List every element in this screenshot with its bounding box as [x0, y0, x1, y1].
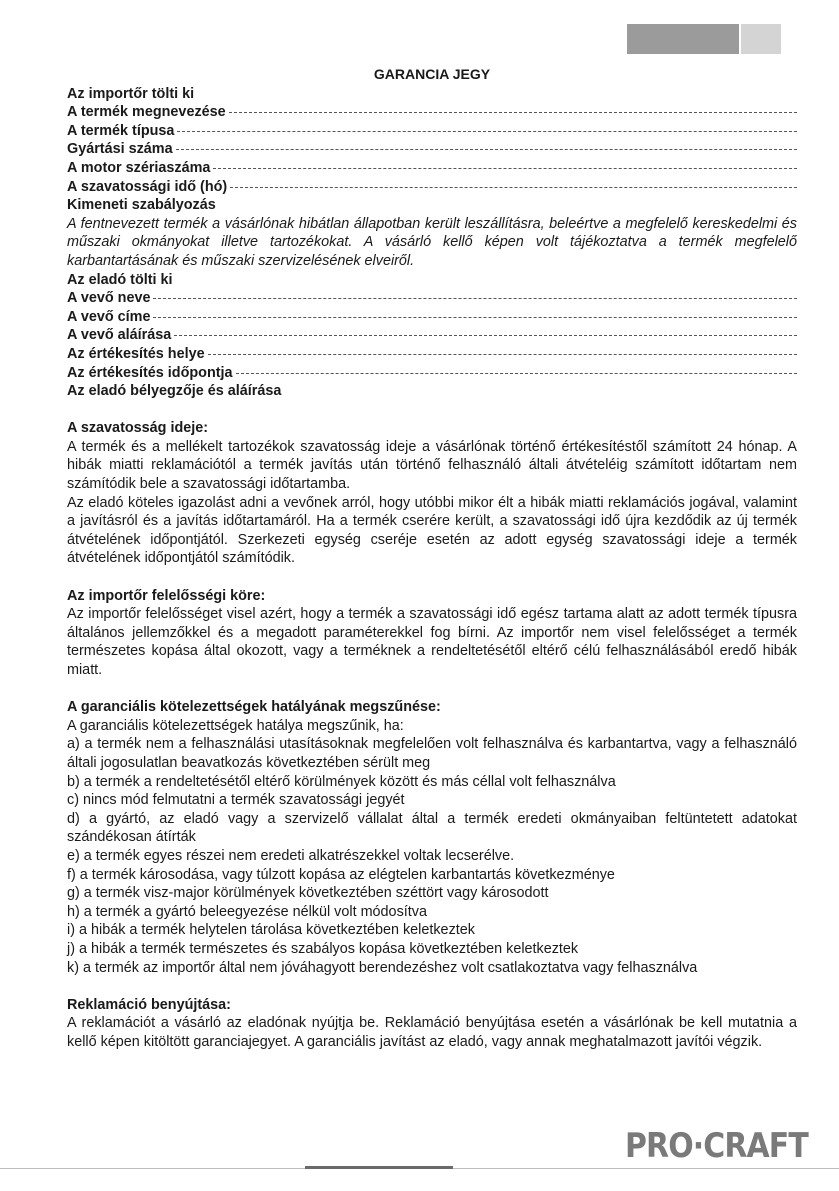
field-label: A vevő aláírása	[67, 327, 172, 344]
termination-item-k: k) a termék az importőr által nem jóváhagyott berendezéshez volt csatlakoztatva vagy felhasználva	[67, 959, 698, 976]
field-buyer-name[interactable]	[67, 289, 797, 308]
header-tab-dark	[627, 24, 739, 54]
field-motor-serial[interactable]	[67, 159, 797, 178]
importer-liability-heading: Az importőr felelősségi köre:	[67, 587, 266, 604]
fill-line	[174, 335, 797, 336]
output-standard-label: Kimeneti szabályozás	[67, 197, 216, 214]
termination-item-a: a) a termék nem a felhasználási utasításoknak megfelelően volt felhasználva és karbantartva, vagy a felhasználó általi jogosulatlan beavatkozás következtében sérült meg	[67, 736, 797, 771]
field-label: Gyártási száma	[67, 141, 173, 158]
fill-line	[153, 298, 797, 299]
termination-item-f: f) a termék károsodása, vagy túlzott kopása az elégtelen karbantartás következménye	[67, 866, 615, 883]
field-product-type[interactable]	[67, 122, 797, 141]
fill-line	[177, 131, 797, 132]
termination-item-c: c) nincs mód felmutatni a termék szavatossági jegyét	[67, 792, 405, 809]
field-label: A vevő címe	[67, 308, 151, 325]
field-warranty-months[interactable]	[67, 178, 797, 197]
delivery-statement: A fentnevezett termék a vásárlónak hibátlan állapotban került leszállításra, beleértve a megfelelő kereskedelmi és műszaki okmányokat illetve tartozékokat. A vásárló kellő képen volt tájékoztatva a termék megfelelő karbantartásának és műszaki szervizelésének elveiről.	[67, 215, 797, 269]
fill-line	[236, 373, 797, 374]
field-sale-date[interactable]	[67, 364, 797, 383]
termination-item-g: g) a termék visz-major körülmények következtében széttört vagy károsodott	[67, 885, 549, 902]
importer-section-heading: Az importőr tölti ki	[67, 85, 195, 102]
footer-page-marker	[305, 1166, 453, 1169]
warranty-document	[67, 65, 797, 1051]
field-label: Az értékesítés időpontja	[67, 364, 233, 381]
header-tab-light	[741, 24, 781, 54]
termination-item-e: e) a termék egyes részei nem eredeti alkatrészekkel voltak lecserélve.	[67, 847, 515, 864]
document-title: GARANCIA JEGY	[373, 66, 491, 82]
field-label: Az értékesítés helye	[67, 345, 205, 362]
field-label: A termék megnevezése	[67, 104, 226, 121]
field-buyer-address[interactable]	[67, 308, 797, 327]
termination-item-b: b) a termék a rendeltetésétől eltérő körülmények között és más céllal volt felhasználva	[67, 773, 616, 790]
field-label: A termék típusa	[67, 122, 175, 139]
complaint-paragraph: A reklamációt a vásárló az eladónak nyújtja be. Reklamáció benyújtása esetén a vásárlónak be kell mutatnia a kellő képen kitöltött garanciajegyet. A garanciális javítást az eladó, vagy annak meghatalmazott javítói végzik.	[67, 1015, 797, 1050]
field-label: A vevő neve	[67, 290, 151, 307]
seller-section-heading: Az eladó tölti ki	[67, 271, 173, 288]
termination-heading: A garanciális kötelezettségek hatályának megszűnése:	[67, 699, 441, 716]
seller-stamp-label: Az eladó bélyegzője és aláírása	[67, 383, 282, 400]
field-label: A szavatossági idő (hó)	[67, 178, 228, 195]
warranty-period-heading: A szavatosság ideje:	[67, 420, 209, 437]
field-label: A motor szériaszáma	[67, 159, 211, 176]
warranty-period-paragraph-1: A termék és a mellékelt tartozékok szavatosság ideje a vásárlónak történő értékesítéstől számított 24 hónap. A hibák miatti reklamációtól a termék javítás után történő felhasználó általi átvételéig számított időtartam nem számítódik bele a szavatossági időtartamba.	[67, 438, 797, 493]
field-product-name[interactable]	[67, 103, 797, 122]
field-serial-number[interactable]	[67, 140, 797, 159]
warranty-period-paragraph-2: Az eladó köteles igazolást adni a vevőnek arról, hogy utóbbi mikor élt a hibák miatti reklamációs jogával, valamint a javításról és a javítás időtartamáról. Ha a termék cserére került, a szavatossági idő újra kezdődik az új termék átvételének időpontjától. Szerkezeti egység cseréje esetén az adott egység szavatossági ideje a termék átvételének időpontjától számítódik.	[67, 494, 797, 567]
fill-line	[229, 112, 797, 113]
termination-item-d: d) a gyártó, az eladó vagy a szervizelő vállalat által a termék eredeti okmányaiban feltüntetett adatokat szándékosan átírták	[67, 810, 797, 846]
termination-item-i: i) a hibák a termék helytelen tárolása következtében keletkeztek	[67, 922, 475, 939]
fill-line	[176, 149, 797, 150]
field-sale-place[interactable]	[67, 345, 797, 364]
fill-line	[213, 168, 797, 169]
field-buyer-signature[interactable]	[67, 326, 797, 345]
pro-craft-logo: PRO·CRAFT	[625, 1126, 808, 1166]
importer-liability-paragraph: Az importőr felelősséget visel azért, hogy a termék a szavatossági idő egész tartama alatt az adott termék típusra általános jellemzőkkel és a megadott paraméterekkel fog bírni. Az importőr nem visel felelősséget a termék természetes kopása által okozott, vagy a terméknek a rendeltetésétől eltérő célú felhasználásából eredő hibák miatt.	[67, 606, 797, 678]
fill-line	[230, 187, 797, 188]
complaint-heading: Reklamáció benyújtása:	[67, 996, 231, 1013]
fill-line	[208, 354, 797, 355]
termination-intro: A garanciális kötelezettségek hatálya megszűnik, ha:	[67, 717, 404, 734]
termination-item-h: h) a termék a gyártó beleegyezése nélkül volt módosítva	[67, 903, 427, 920]
termination-item-j: j) a hibák a termék természetes és szabályos kopása következtében keletkeztek	[67, 940, 579, 957]
fill-line	[153, 317, 797, 318]
